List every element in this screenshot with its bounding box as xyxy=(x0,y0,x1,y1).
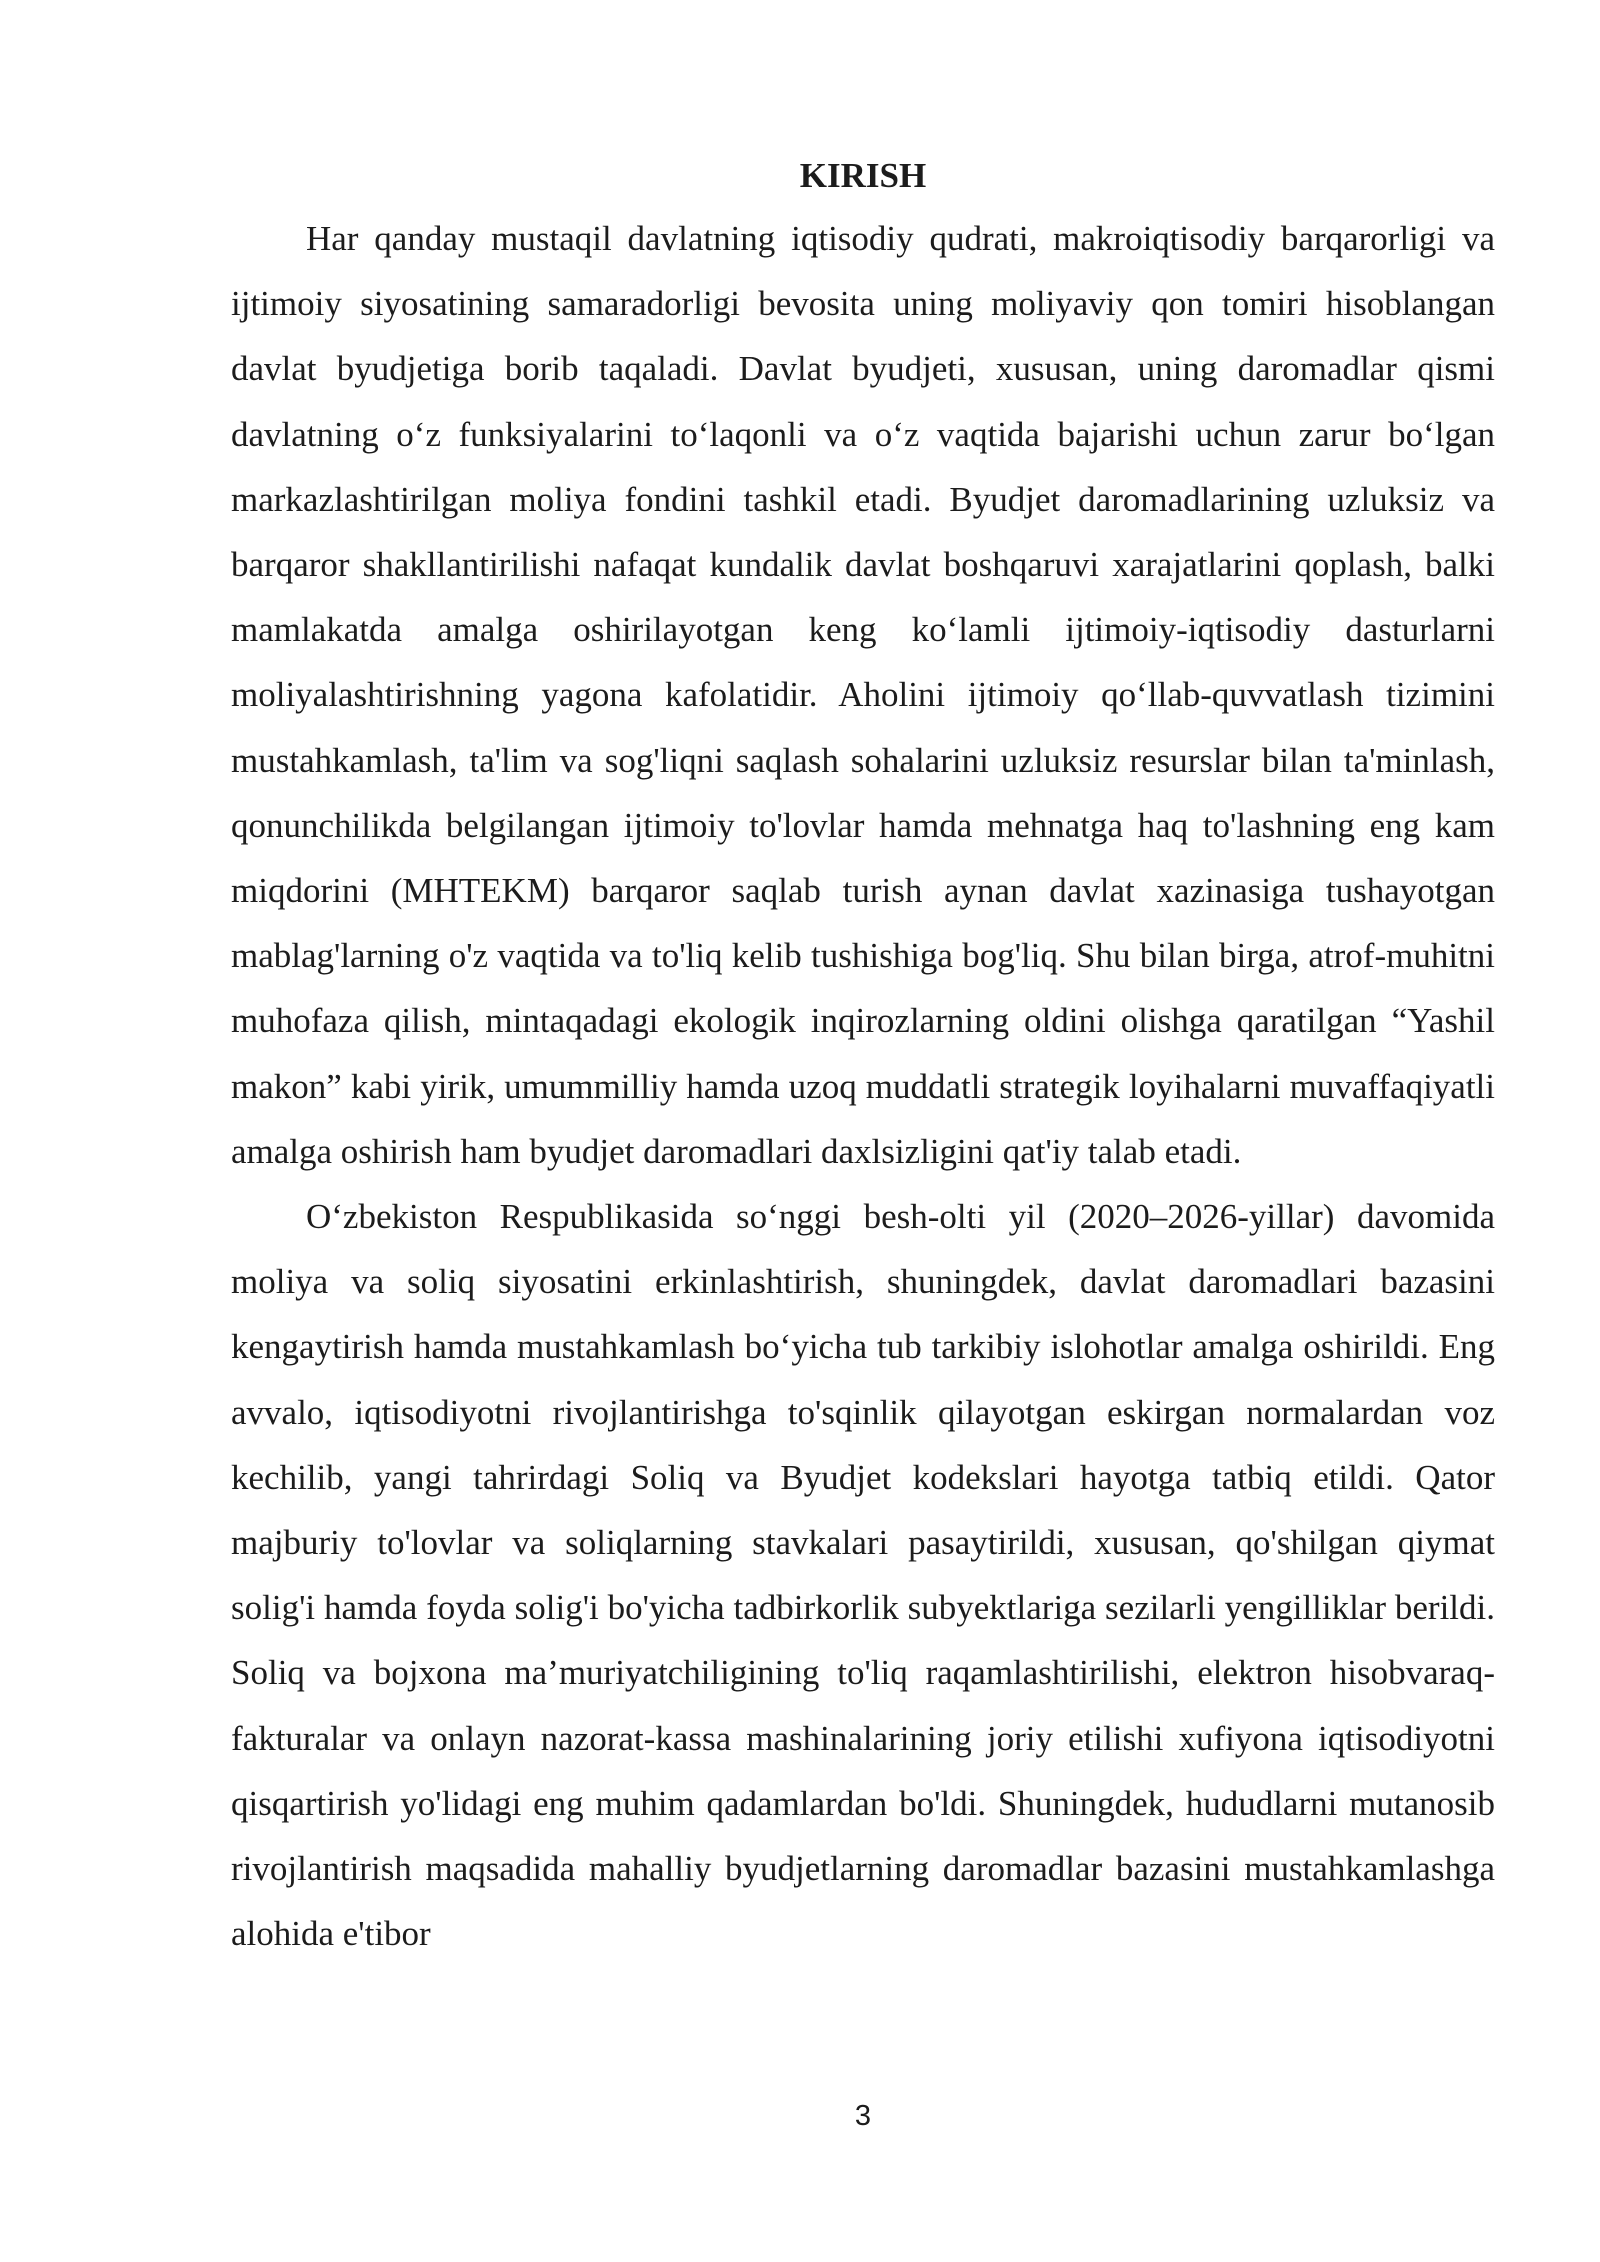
section-title: KIRISH xyxy=(799,156,927,195)
page-number: 3 xyxy=(854,2100,872,2132)
paragraph-2: O‘zbekiston Respublikasida so‘nggi besh-olti yil (2020–2026-yillar) davomida moliya va soliq siyosatini erkinlashtirish, shuningdek, davlat daromadlari bazasini kengaytirish hamda mustahkamlash bo‘yicha tub tarkibiy islohotlar amalga oshirildi. Eng avvalo, iqtisodiyotni rivojlantirishga to'sqinlik qilayotgan eskirgan normalardan voz kechilib, yangi tahrirdagi Soliq va Byudjet kodekslari hayotga tatbiq etildi. Qator majburiy to'lovlar va soliqlarning stavkalari pasaytirildi, xususan, qo'shilgan qiymat solig'i hamda foyda solig'i bo'yicha tadbirkorlik subyektlariga sezilarli yengilliklar berildi. Soliq va bojxona ma’muriyatchiligining to'liq raqamlashtirilishi, elektron hisobvaraq-fakturalar va onlayn nazorat-kassa mashinalarining joriy etilishi xufiyona iqtisodiyotni qisqartirish yo'lidagi eng muhim qadamlardan bo'ldi. Shuningdek, hududlarni mutanosib rivojlantirish maqsadida mahalliy byudjetlarning daromadlar bazasini mustahkamlashga alohida e'tibor xyxy=(231,1197,1495,1954)
page-content xyxy=(231,146,1495,1966)
paragraph-1: Har qanday mustaqil davlatning iqtisodiy qudrati, makroiqtisodiy barqarorligi va ijtimoiy siyosatining samaradorligi bevosita uning moliyaviy qon tomiri hisoblangan davlat byudjetiga borib taqaladi. Davlat byudjeti, xususan, uning daromadlar qismi davlatning o‘z funksiyalarini to‘laqonli va o‘z vaqtida bajarishi uchun zarur bo‘lgan markazlashtirilgan moliya fondini tashkil etadi. Byudjet daromadlarining uzluksiz va barqaror shakllantirilishi nafaqat kundalik davlat boshqaruvi xarajatlarini qoplash, balki mamlakatda amalga oshirilayotgan keng ko‘lamli ijtimoiy-iqtisodiy dasturlarni moliyalashtirishning yagona kafolatidir. Aholini ijtimoiy qo‘llab-quvvatlash tizimini mustahkamlash, ta'lim va sog'liqni saqlash sohalarini uzluksiz resurslar bilan ta'minlash, qonunchilikda belgilangan ijtimoiy to'lovlar hamda mehnatga haq to'lashning eng kam miqdorini (MHTEKM) barqaror saqlab turish aynan davlat xazinasiga tushayotgan mablag'larning o'z vaqtida va to'liq kelib tushishiga bog'liq. Shu bilan birga, atrof-muhitni muhofaza qilish, mintaqadagi ekologik inqirozlarning oldini olishga qaratilgan “Yashil makon” kabi yirik, umummilliy hamda uzoq muddatli strategik loyihalarni muvaffaqiyatli amalga oshirish ham byudjet daromadlari daxlsizligini qat'iy talab etadi. xyxy=(231,219,1495,1171)
